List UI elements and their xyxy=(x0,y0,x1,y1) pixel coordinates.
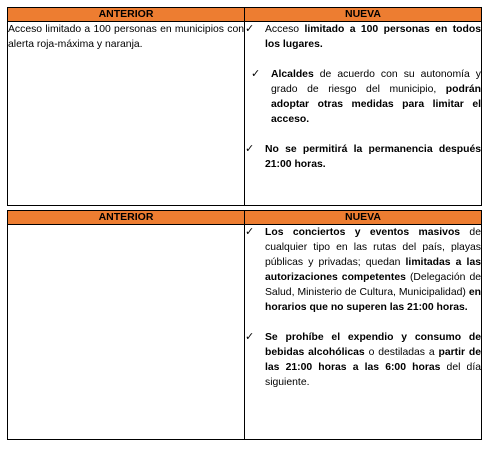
table-row xyxy=(8,225,482,440)
comparison-table-2 xyxy=(7,210,482,440)
comparison-table-1 xyxy=(7,7,482,206)
list-item: ✓ No se permitirá la permanencia después 21:00 horas. xyxy=(245,143,481,170)
list-item: ✓ Se prohíbe el expendio y consumo de bebidas alcohólicas o destiladas a partir de las 21:00 horas a las 6:00 horas del día siguiente. xyxy=(245,331,482,388)
check-icon: ✓ xyxy=(245,226,255,238)
anterior-cell xyxy=(8,225,245,440)
nueva-cell xyxy=(245,22,482,206)
check-icon: ✓ xyxy=(245,331,255,343)
header-anterior: ANTERIOR xyxy=(8,8,245,22)
check-icon: ✓ xyxy=(251,68,261,80)
header-nueva: NUEVA xyxy=(245,211,482,225)
anterior-cell xyxy=(8,22,245,206)
header-anterior: ANTERIOR xyxy=(8,211,245,225)
table-row xyxy=(8,22,482,206)
list-item: ✓ Los conciertos y eventos masivos de cualquier tipo en las rutas del país, playas públicas y privadas; quedan limitadas a las autorizaciones competentes (Delegación de Salud, Ministerio de Cultura, Municipalidad) en horarios que no superen las 21:00 horas. xyxy=(245,226,482,313)
list-item: ✓ Acceso limitado a 100 personas en todos los lugares. xyxy=(245,23,481,50)
table-header-row xyxy=(8,8,482,22)
check-icon: ✓ xyxy=(245,23,255,35)
check-icon: ✓ xyxy=(245,143,255,155)
nueva-cell xyxy=(245,225,482,440)
anterior-text: Acceso limitado a 100 personas en municipios con alerta roja-máxima y naranja. xyxy=(8,24,244,50)
list-item: ✓ Alcaldes de acuerdo con su autonomía y grado de riesgo del municipio, podrán adoptar otras medidas para limitar el acceso. xyxy=(245,67,481,127)
table-header-row xyxy=(8,211,482,225)
header-nueva: NUEVA xyxy=(245,8,482,22)
